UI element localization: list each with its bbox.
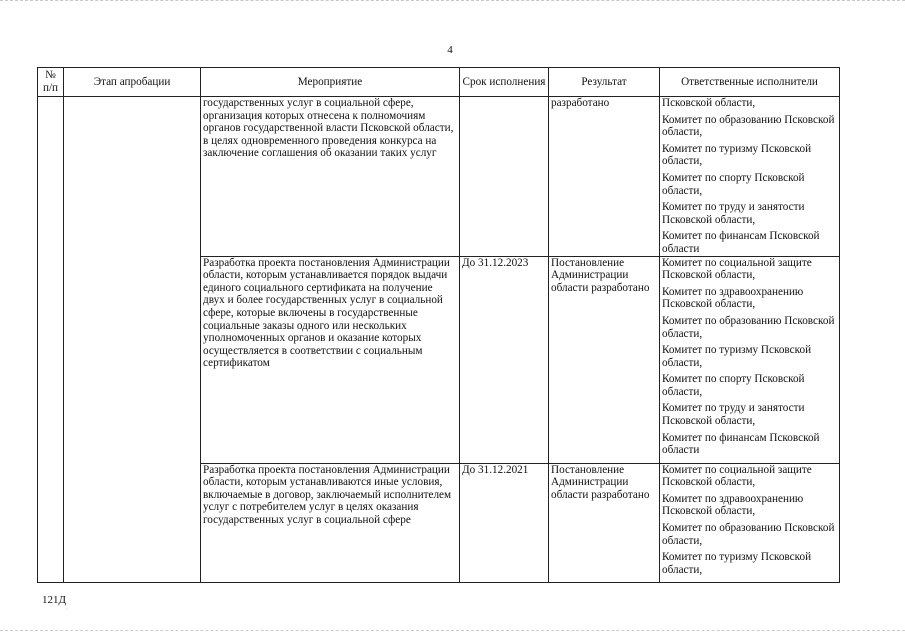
document-code: 121Д <box>42 594 67 606</box>
responsible-item: Комитет по образованию Псковской области, <box>662 314 835 340</box>
activity-cell: Разработка проекта постановления Администрации области, которым устанавливаются иные условия, включаемые в договор, заключаемый исполнителем услуг с потребителем услуг в целях оказания государственных услуг в социальной сфере <box>201 463 460 582</box>
responsible-item: Комитет по спорту Псковской области, <box>662 373 805 398</box>
stage-cell <box>64 97 201 583</box>
result-cell: Постановление Администрации области разработано <box>549 463 660 582</box>
responsible-cell <box>660 463 840 582</box>
responsible-item: Комитет по здравоохранению Псковской области, <box>662 492 804 518</box>
activity-cell: государственных услуг в социальной сфере, организация которых отнесена к полномочиям органов государственной власти Псковской области, в целях одновременного проведения конкурса на заключение соглашения об оказании таких услуг <box>201 97 460 257</box>
responsible-item: Комитет по труду и занятости Псковской области, <box>662 402 805 428</box>
header-stage: Этап апробации <box>64 68 201 97</box>
result-cell: Постановление Администрации области разработано <box>549 256 660 463</box>
header-result: Результат <box>549 68 660 97</box>
header-activity: Мероприятие <box>201 68 460 97</box>
table-header-row <box>38 68 840 97</box>
responsible-item: Псковской области, <box>662 97 756 109</box>
responsible-cell <box>660 97 840 257</box>
responsible-item: Комитет по финансам Псковской области <box>662 431 820 457</box>
deadline-cell: До 31.12.2021 <box>460 463 549 582</box>
scan-speck: · <box>66 607 68 613</box>
responsible-item: Комитет по социальной защите Псковской области, <box>662 463 812 489</box>
responsible-item: Комитет по труду и занятости Псковской области, <box>662 201 805 226</box>
responsible-item: Комитет по спорту Псковской области, <box>662 171 805 197</box>
responsible-item: Комитет по туризму Псковской области, <box>662 551 812 576</box>
header-responsible: Ответственные исполнители <box>660 68 840 97</box>
table-row <box>38 97 840 257</box>
activity-cell: Разработка проекта постановления Администрации области, которым устанавливается порядок выдачи единого социального сертификата на получение двух и более государственных услуг в социальной сфере, которые включены в государственные социальные заказы одного или нескольких уполномоченных органов и оказание которых осуществляется в соответствии с социальным сертификатом <box>201 256 460 463</box>
responsible-item: Комитет по здравоохранению Псковской области, <box>662 285 804 311</box>
deadline-cell: До 31.12.2023 <box>460 256 549 463</box>
page-number: 4 <box>447 44 453 56</box>
responsible-item: Комитет по финансам Псковской области <box>662 230 820 255</box>
scan-edge-top <box>0 0 905 7</box>
responsible-item: Комитет по туризму Псковской области, <box>662 142 812 168</box>
result-cell: разработано <box>549 97 660 257</box>
num-cell <box>38 97 64 583</box>
responsible-list <box>662 97 837 256</box>
responsible-item: Комитет по социальной защите Псковской области, <box>662 256 812 282</box>
responsible-list <box>662 257 837 457</box>
header-num: № п/п <box>38 68 64 97</box>
responsible-item: Комитет по образованию Псковской области, <box>662 521 835 547</box>
header-deadline: Срок исполнения <box>460 68 549 97</box>
scan-edge-bottom <box>0 630 905 635</box>
deadline-cell <box>460 97 549 257</box>
responsible-item: Комитет по туризму Псковской области, <box>662 344 812 369</box>
responsible-item: Комитет по образованию Псковской области, <box>662 113 835 139</box>
approbation-plan-table <box>37 67 840 583</box>
responsible-list <box>662 464 837 577</box>
responsible-cell <box>660 256 840 463</box>
